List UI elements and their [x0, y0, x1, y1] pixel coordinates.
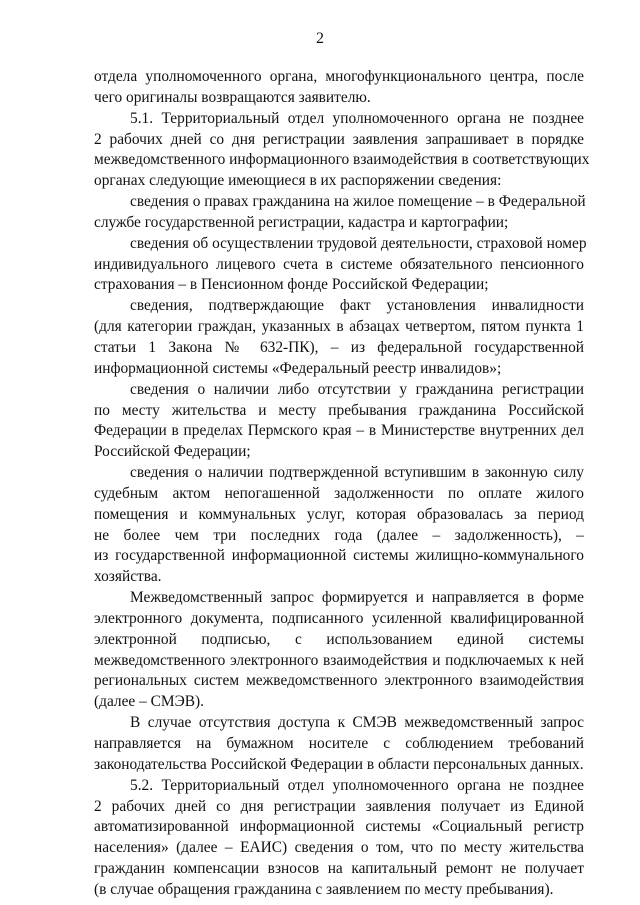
text-line: 2 рабочих дней со дня регистрации заявления получает из Единой	[94, 797, 584, 815]
text-line: сведения о наличии подтвержденной вступившим в законную силу	[130, 464, 584, 482]
text-line: Федерации в пределах Пермского края – в Министерстве внутренних дел	[94, 422, 584, 440]
text-line: 2 рабочих дней со дня регистрации заявления запрашивает в порядке	[94, 130, 584, 148]
text-line: статьи 1 Закона № 632-ПК), – из федеральной государственной	[94, 338, 584, 356]
text-line: электронной подписью, с использованием единой системы	[94, 630, 584, 648]
text-line: В случае отсутствия доступа к СМЭВ межведомственный запрос	[130, 714, 584, 732]
text-line: по месту жительства и месту пребывания гражданина Российской	[94, 401, 584, 419]
text-line: помещения и коммунальных услуг, которая образовалась за период	[94, 505, 584, 523]
text-line: органах следующие имеющиеся в их распоряжении сведения:	[94, 172, 502, 190]
text-line: направляется на бумажном носителе с соблюдением требований	[94, 735, 584, 752]
text-line: межведомственного электронного взаимодействия и подключаемых к ней	[94, 651, 584, 669]
text-line: чего оригиналы возвращаются заявителю.	[94, 88, 371, 106]
text-line: автоматизированной информационной системы «Социальный регистр	[94, 818, 584, 836]
text-line: законодательства Российской Федерации в области персональных данных.	[94, 755, 584, 773]
text-line: страхования – в Пенсионном фонде Российской Федерации;	[94, 276, 489, 294]
text-line: службе государственной регистрации, кадастра и картографии;	[94, 213, 509, 231]
text-line: Российской Федерации;	[94, 443, 251, 461]
text-line: сведения об осуществлении трудовой деятельности, страховой номер	[130, 234, 587, 252]
text-line: населения» (далее – ЕАИС) сведения о том, что по месту жительства	[94, 839, 584, 857]
text-line: хозяйства.	[94, 568, 162, 586]
text-line: отдела уполномоченного органа, многофункционального центра, после	[94, 68, 584, 85]
text-line: судебным актом непогашенной задолженности по оплате жилого	[94, 484, 584, 502]
text-line: индивидуального лицевого счета в системе обязательного пенсионного	[94, 255, 584, 273]
text-line: сведения о правах гражданина на жилое помещение – в Федеральной	[130, 193, 586, 211]
text-line: региональных систем межведомственного электронного взаимодействия	[94, 672, 584, 690]
text-line: сведения о наличии либо отсутствии у гражданина регистрации	[130, 380, 584, 398]
text-line: Межведомственный запрос формируется и направляется в форме	[130, 589, 584, 607]
text-line: гражданин компенсации взносов на капитальный ремонт не получает	[94, 860, 584, 878]
text-line: (в случае обращения гражданина с заявлением по месту пребывания).	[94, 880, 554, 898]
document-body	[94, 67, 590, 901]
text-line: не более чем три последних года (далее – задолженность), –	[94, 526, 584, 544]
page-number: 2	[316, 30, 324, 47]
text-line: сведения, подтверждающие факт установления инвалидности	[130, 297, 584, 315]
text-line: электронного документа, подписанного усиленной квалифицированной	[94, 609, 584, 627]
text-line: 5.2. Территориальный отдел уполномоченного органа не позднее	[130, 776, 584, 794]
text-line: (для категории граждан, указанных в абзацах четвертом, пятом пункта 1	[94, 318, 584, 336]
text-line: из государственной информационной системы жилищно-коммунального	[94, 547, 584, 565]
text-line: информационной системы «Федеральный реестр инвалидов»;	[94, 359, 502, 377]
text-line: 5.1. Территориальный отдел уполномоченного органа не позднее	[130, 109, 584, 127]
text-line: (далее – СМЭВ).	[94, 693, 205, 711]
text-line: межведомственного информационного взаимодействия в соответствующих	[94, 151, 590, 169]
